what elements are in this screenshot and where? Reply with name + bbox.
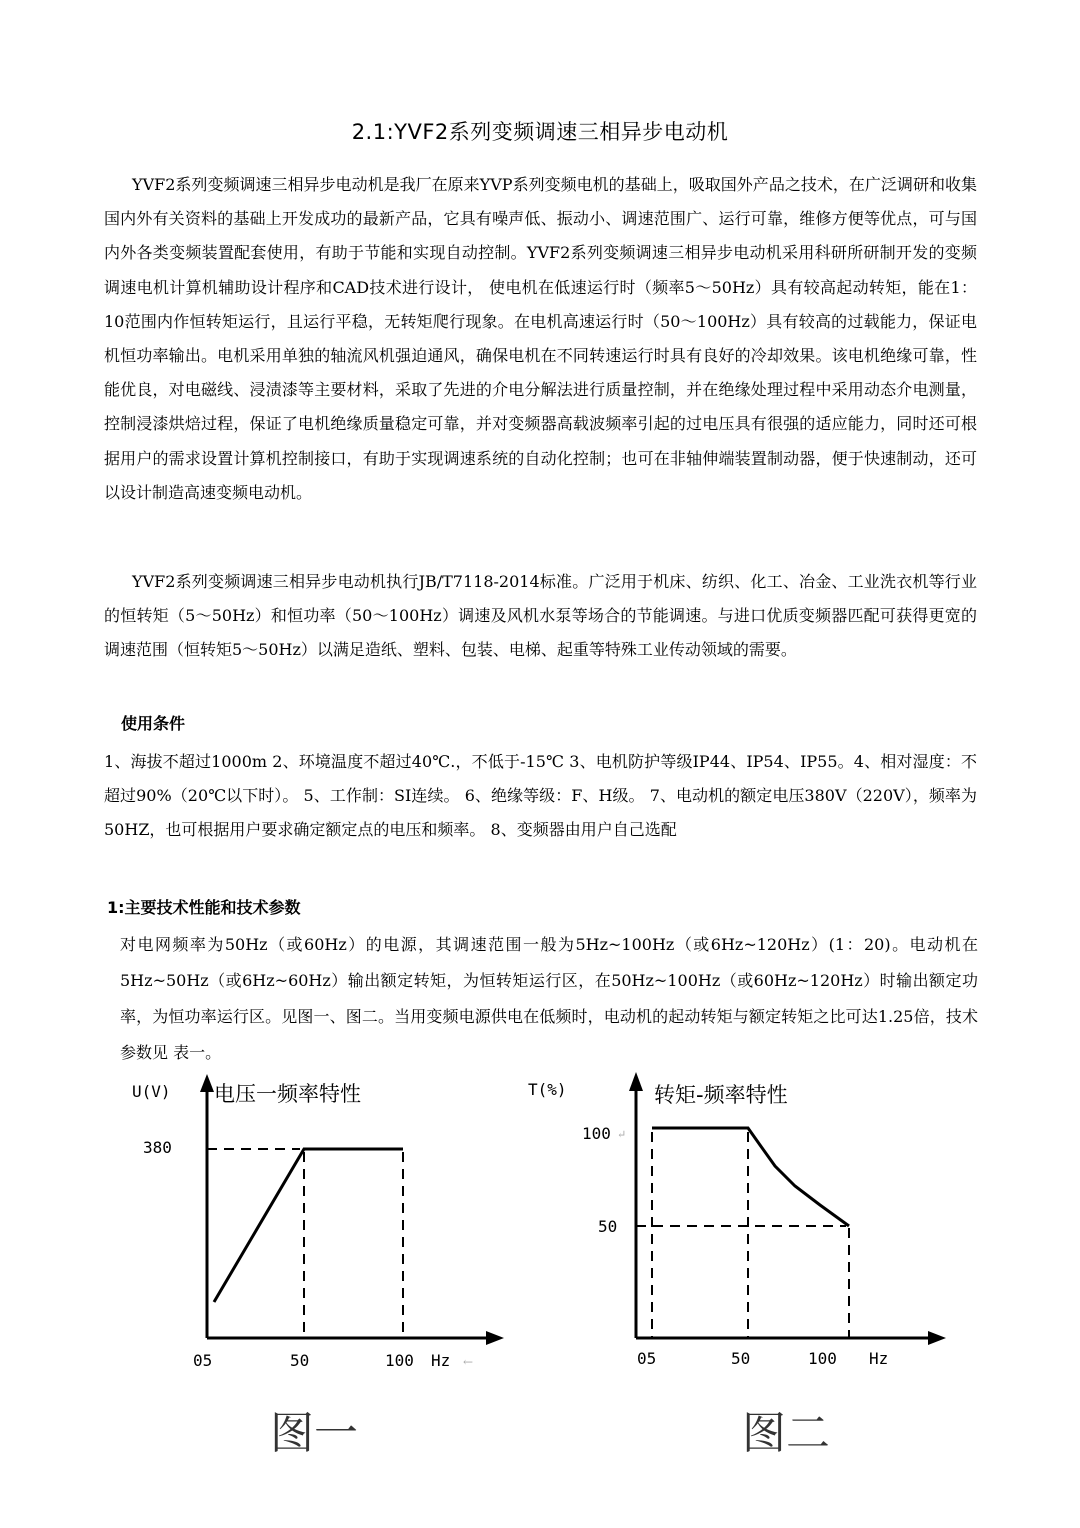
main-params-heading: 1:主要技术性能和技术参数 <box>107 898 301 917</box>
chart2-y-tick-50: 50 <box>598 1217 618 1236</box>
application-paragraph: YVF2系列变频调速三相异步电动机执行JB/T7118-2014标准。广泛用于机床、纺织、化工、冶金、工业洗衣机等行业的恒转矩（5～50Hz）和恒功率（50～100Hz）调速及风机水泵等场合的节能调速。与进口优质变频器匹配可获得更宽的调速范围（恒转矩5～50Hz）以满足造纸、塑料、包装、电梯、起重等特殊工业传动领域的需要。 <box>104 572 977 660</box>
chart2-x-tick-100: 100 <box>808 1349 837 1368</box>
chart1-x-tick-100: 100 <box>385 1351 414 1370</box>
chart2-x-tick-50: 50 <box>731 1349 751 1368</box>
chart2-y-label: T(%) <box>528 1080 567 1099</box>
chart1-x-tick-05: 05 <box>193 1351 213 1370</box>
chart1-return-mark: ← <box>463 1355 474 1369</box>
chart2-x-arrow <box>928 1331 946 1345</box>
chart1-title: 电压一频率特性 <box>214 1082 361 1106</box>
chart2-return-mark: ↵ <box>617 1128 627 1141</box>
intro-paragraph: YVF2系列变频调速三相异步电动机是我厂在原来YVP系列变频电机的基础上，吸取国外产品之技术，在广泛调研和收集国内外有关资料的基础上开发成功的最新产品，它具有噪声低、振动小、调速范围广、运行可靠，维修方便等优点，可与国内外各类变频装置配套使用，有助于节能和实现自动控制。YVF2系列变频调速三相异步电动机采用科研所研制开发的变频调速电机计算机辅助设计程序和CAD技术进行设计， 使电机在低速运行时（频率5～50Hz）具有较高起动转矩，能在1：10范围内作恒转矩运行，且运行平稳，无转矩爬行现象。在电机高速运行时（50～100Hz）具有较高的过载能力，保证电机恒功率输出。电机采用单独的轴流风机强迫通风，确保电机在不同转速运行时具有良好的冷却效果。该电机绝缘可靠，性能优良，对电磁线、浸渍漆等主要材料，采取了先进的介电分解法进行质量控制，并在绝缘处理过程中采用动态介电测量，控制浸漆烘焙过程，保证了电机绝缘质量稳定可靠，并对变频器高载波频率引起的过电压具有很强的适应能力，同时还可根据用户的需求设置计算机控制接口，有助于实现调速系统的自动化控制；也可在非轴伸端装置制动器，便于快速制动，还可以设计制造高速变频电动机。 <box>104 175 977 502</box>
chart2-x-label: Hz <box>869 1349 889 1368</box>
chart1-y-tick-380: 380 <box>143 1138 172 1157</box>
figure2-caption: 图二 <box>742 1408 830 1459</box>
figure1-caption: 图一 <box>270 1408 358 1459</box>
main-params-paragraph: 对电网频率为50Hz（或60Hz）的电源，其调速范围一般为5Hz~100Hz（或6Hz~120Hz）(1：20)。电动机在5Hz~50Hz（或6Hz~60Hz）输出额定转矩，为恒转矩运行区，在50Hz~100Hz（或60Hz~120Hz）时输出额定功率，为恒功率运行区。见图一、图二。当用变频电源供电在低频时，电动机的起动转矩与额定转矩之比可达1.25倍，技术参数见 表一。 <box>120 935 978 1062</box>
chart1-y-label: U(V) <box>132 1082 171 1101</box>
chart2-series-line <box>652 1128 849 1226</box>
voltage-frequency-chart <box>132 1074 504 1459</box>
chart1-series-line <box>214 1149 403 1302</box>
conditions-heading: 使用条件 <box>121 714 186 733</box>
chart2-x-tick-05: 05 <box>637 1349 657 1368</box>
chart2-title: 转矩-频率特性 <box>654 1083 788 1107</box>
chart1-y-arrow <box>200 1074 214 1092</box>
chart2-y-arrow <box>629 1072 643 1091</box>
chart1-x-arrow <box>486 1331 504 1345</box>
chart2-y-tick-100: 100 <box>582 1124 611 1143</box>
chart1-x-label: Hz <box>431 1351 451 1370</box>
page-title: 2.1:YVF2系列变频调速三相异步电动机 <box>351 120 729 144</box>
conditions-paragraph: 1、海拔不超过1000m 2、环境温度不超过40℃.，不低于-15℃ 3、电机防护等级IP44、IP54、IP55。4、相对湿度：不超过90%（20℃以下时）。 5、工作制：SI连续。 6、绝缘等级：F、H级。 7、电动机的额定电压380V（220V），频率为50HZ，也可根据用户要求确定额定点的电压和频率。 8、变频器由用户自己选配 <box>104 752 977 840</box>
torque-frequency-chart <box>528 1072 946 1459</box>
chart1-x-tick-50: 50 <box>290 1351 310 1370</box>
